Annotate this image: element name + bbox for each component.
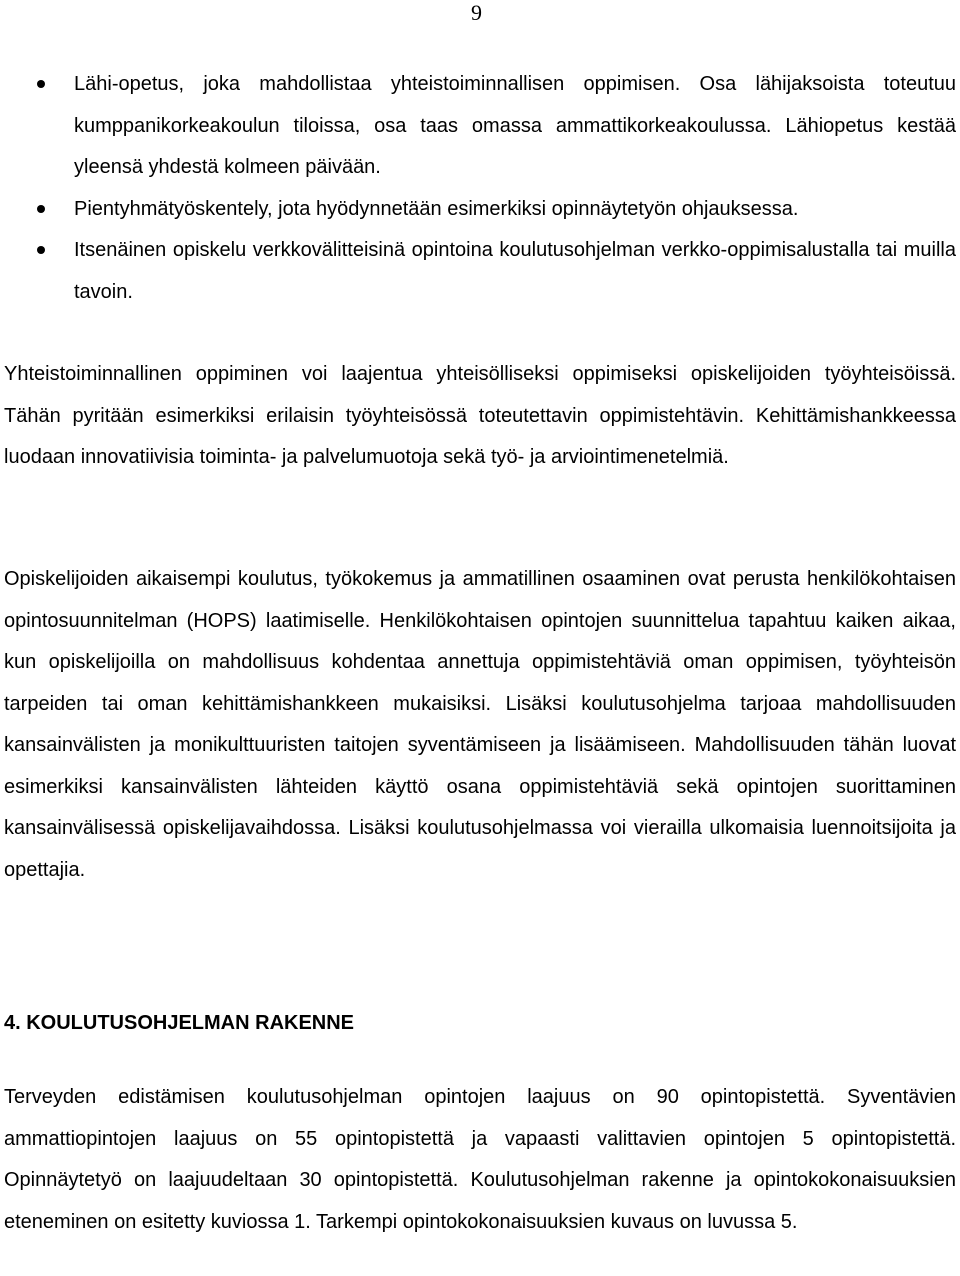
paragraph-collaborative-learning: Yhteistoiminnallinen oppiminen voi laajentua yhteisölliseksi oppimiseksi opiskelijoiden työyhteisöissä. Tähän pyritään esimerkiksi erilaisin työyhteisössä toteutettavin oppimistehtävin. Kehittämishankkeessa luodaan innovatiivisia toiminta- ja palvelumuotoja sekä työ- ja arviointimenetelmiä. <box>4 363 956 468</box>
list-item <box>0 64 956 189</box>
list-item-text: Lähi-opetus, joka mahdollistaa yhteistoiminnallisen oppimisen. Osa lähijaksoista toteutuu kumppanikorkeakoulun tiloissa, osa taas omassa ammattikorkeakoulussa. Lähiopetus kestää yleensä yhdestä kolmeen päivään. <box>74 73 956 178</box>
section-heading: 4. KOULUTUSOHJELMAN RAKENNE <box>4 1012 355 1034</box>
list-item-text: Itsenäinen opiskelu verkkovälitteisinä opintoina koulutusohjelman verkko-oppimisalustalla tai muilla tavoin. <box>74 239 956 303</box>
paragraph-programme-structure: Terveyden edistämisen koulutusohjelman opintojen laajuus on 90 opintopistettä. Syventävien ammattiopintojen laajuus on 55 opintopistettä ja vapaasti valittavien opintojen 5 opintopistettä. Opinnäytetyö on laajuudeltaan 30 opintopistettä. Koulutusohjelman rakenne ja opintokokonaisuuksien eteneminen on esitetty kuviossa 1. Tarkempi opintokokonaisuuksien kuvaus on luvussa 5. <box>4 1086 956 1233</box>
list-item-text: Pientyhmätyöskentely, jota hyödynnetään esimerkiksi opinnäytetyön ohjauksessa. <box>74 197 799 220</box>
page-number: 9 <box>471 0 482 25</box>
list-item <box>0 189 956 231</box>
bullet-list <box>0 64 956 313</box>
paragraph-personal-study-plan: Opiskelijoiden aikaisempi koulutus, työkokemus ja ammatillinen osaaminen ovat perusta henkilökohtaisen opintosuunnitelman (HOPS) laatimiselle. Henkilökohtaisen opintojen suunnittelua tapahtuu kaiken aikaa, kun opiskelijoilla on mahdollisuus kohdentaa annettuja oppimistehtäviä oman oppimisen, työyhteisön tarpeiden tai oman kehittämishankkeen mukaisiksi. Lisäksi koulutusohjelma tarjoaa mahdollisuuden kansainvälisten ja monikulttuuristen taitojen syventämiseen ja lisäämiseen. Mahdollisuuden tähän luovat esimerkiksi kansainvälisten lähteiden käyttö osana oppimistehtäviä sekä opintojen suorittaminen kansainvälisessä opiskelijavaihdossa. Lisäksi koulutusohjelmassa voi vierailla ulkomaisia luennoitsijoita ja opettajia. <box>4 568 956 881</box>
bullet-icon <box>37 80 45 88</box>
list-item <box>0 230 956 313</box>
bullet-icon <box>37 205 45 213</box>
bullet-icon <box>37 246 45 254</box>
